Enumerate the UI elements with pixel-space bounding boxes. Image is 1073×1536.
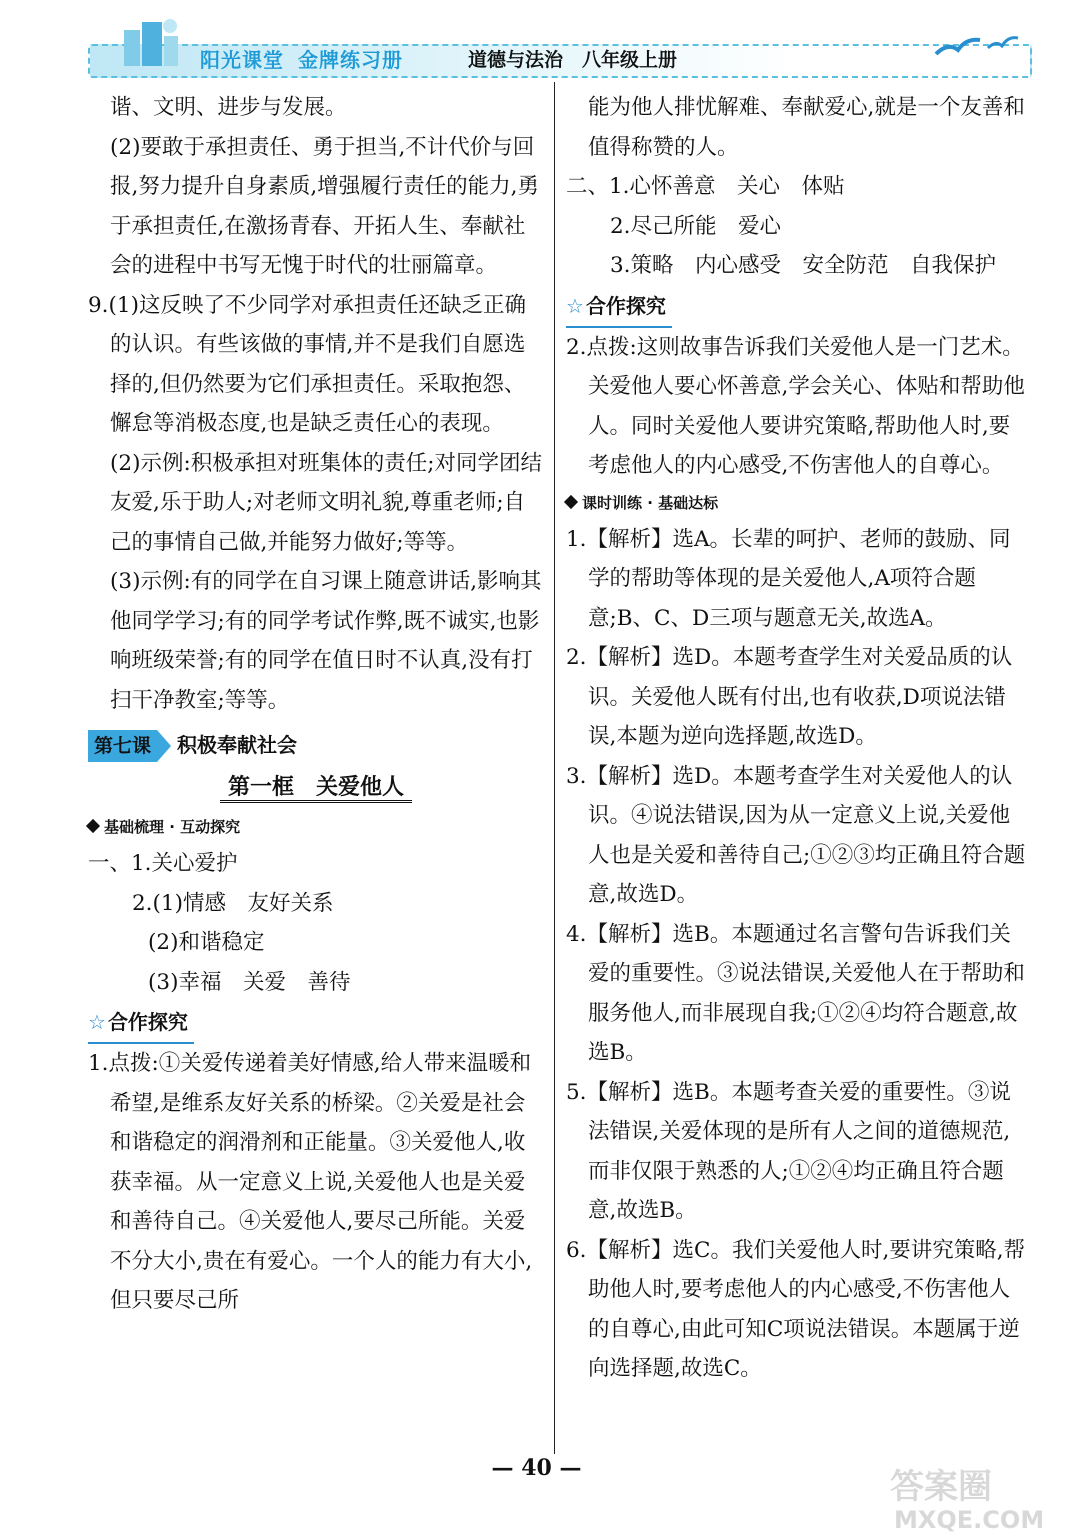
section-tag-train: 课时训练 · 基础达标: [566, 486, 1028, 520]
diamond-icon: [86, 819, 100, 833]
answer-item: 5.【解析】选B。本题考查关爱的重要性。③说法错误,关爱体现的是所有人之间的道德规范,而非仅限于熟悉的人;①②④均正确且符合题意,故选B。: [566, 1079, 1011, 1223]
page-header: [88, 38, 1032, 78]
answer-item: 3.【解析】选D。本题考查学生对关爱他人的认识。④说法错误,因为从一定意义上说,关爱他人也是关爱和善待自己;①②③均正确且符合题意,故选D。: [566, 763, 1026, 907]
left-2: 9.(1)这反映了不少同学对承担责任还缺乏正确的认识。有些该做的事情,并不是我们自愿选择的,但仍然要为它们承担责任。采取抱怨、懈怠等消极态度,也是缺乏责任心的表现。: [88, 292, 526, 436]
frame-title: 第一框 关爱他人: [88, 766, 544, 810]
basic-answers: [88, 844, 544, 1002]
left2-0: 一、1.关心爱护: [88, 851, 238, 876]
left2-1: 2.(1)情感 友好关系: [132, 890, 334, 916]
section-heading-cooperate: ☆ 合作探究: [88, 1002, 544, 1044]
right2-0: 二、1.心怀善意 关心 体贴: [566, 174, 845, 199]
left-column: [88, 88, 544, 1321]
header-series: 阳光课堂 金牌练习册: [200, 48, 403, 72]
column-divider: [554, 82, 555, 1454]
section-two-answers: [566, 167, 1028, 286]
right2-2: 3.策略 内心感受 安全防范 自我保护: [610, 253, 997, 278]
section-heading-cooperate-2: ☆ 合作探究: [566, 286, 1028, 328]
left-4: (3)示例:有的同学在自习课上随意讲话,影响其他同学学习;有的同学考试作弊,既不诚实,也影响班级荣誉;有的同学在值日时不认真,没有打扫干净教室;等等。: [110, 569, 542, 713]
watermark-logo: [880, 1458, 1060, 1534]
page-number: — 40 —: [491, 1455, 582, 1481]
answer-item: 6.【解析】选C。我们关爱他人时,要讲究策略,帮助他人时,要考虑他人的内心感受,不伤害他人的自尊心,由此可知C项说法错误。本题属于逆向选择题,故选C。: [566, 1237, 1026, 1381]
section-tag-basic: 基础梳理 · 互动探究: [88, 810, 544, 844]
lesson-name: 积极奉献社会: [177, 733, 298, 758]
birds-icon: [928, 24, 1028, 64]
answer-item: 4.【解析】选B。本题通过名言警句告诉我们关爱的重要性。③说法错误,关爱他人在于帮助和服务他人,而非展现自我;①②④均符合题意,故选B。: [566, 921, 1025, 1065]
answer-item: 2.【解析】选D。本题考查学生对关爱品质的认识。关爱他人既有付出,也有收获,D项说法错误,本题为逆向选择题,故选D。: [566, 645, 1013, 749]
explore-answer-2: 2.点拨:这则故事告诉我们关爱他人是一门艺术。关爱他人要心怀善意,学会关心、体贴和帮助他人。同时关爱他人要讲究策略,帮助他人时,要考虑他人的内心感受,不伤害他人的自尊心。: [566, 334, 1025, 478]
right2-1: 2.尽己所能 爱心: [610, 213, 782, 239]
header-subject: 道德与法治 八年级上册: [468, 49, 678, 71]
left2-3: (3)幸福 关爱 善待: [148, 969, 351, 995]
explore-answer-1: 1.点拨:①关爱传递着美好情感,给人带来温暖和希望,是维系友好关系的桥梁。②关爱是社会和谐稳定的润滑剂和正能量。③关爱他人,收获幸福。从一定意义上说,关爱他人也是关爱和善待自己。④关爱他人,要尽己所能。关爱不分大小,贵在有爱心。一个人的能力有大小,但只要尽己所: [88, 1051, 533, 1313]
left-0: 谐、文明、进步与发展。: [110, 95, 347, 120]
building-logo-icon: [118, 16, 188, 72]
left2-2: (2)和谐稳定: [148, 930, 265, 955]
left-paragraphs: [88, 88, 544, 720]
answer-list: [566, 520, 1028, 1389]
star-icon: ☆: [88, 1010, 106, 1034]
lesson-arrow-icon: [157, 730, 171, 762]
right-column: [566, 88, 1028, 1389]
svg-text:答案圈: 答案圈: [890, 1467, 992, 1507]
answer-item: 1.【解析】选A。长辈的呵护、老师的鼓励、同学的帮助等体现的是关爱他人,A项符合题意;B、C、D三项与题意无关,故选A。: [566, 526, 1011, 631]
explore-answer-1-continued: 能为他人排忧解难、奉献爱心,就是一个友善和值得称赞的人。: [588, 95, 1025, 160]
left-3: (2)示例:积极承担对班集体的责任;对同学团结友爱,乐于助人;对老师文明礼貌,尊重老师;自己的事情自己做,并能努力做好;等等。: [110, 450, 542, 555]
lesson-number: 第七课: [88, 730, 157, 762]
lesson-heading: [88, 726, 544, 766]
star-icon: ☆: [566, 293, 584, 318]
svg-text:MXQE.COM: MXQE.COM: [894, 1506, 1045, 1534]
diamond-icon: [564, 494, 578, 508]
left-1: (2)要敢于承担责任、勇于担当,不计代价与回报,努力提升自身素质,增强履行责任的能力,勇于承担责任,在激扬青春、开拓人生、奉献社会的进程中书写无愧于时代的壮丽篇章。: [110, 134, 540, 278]
